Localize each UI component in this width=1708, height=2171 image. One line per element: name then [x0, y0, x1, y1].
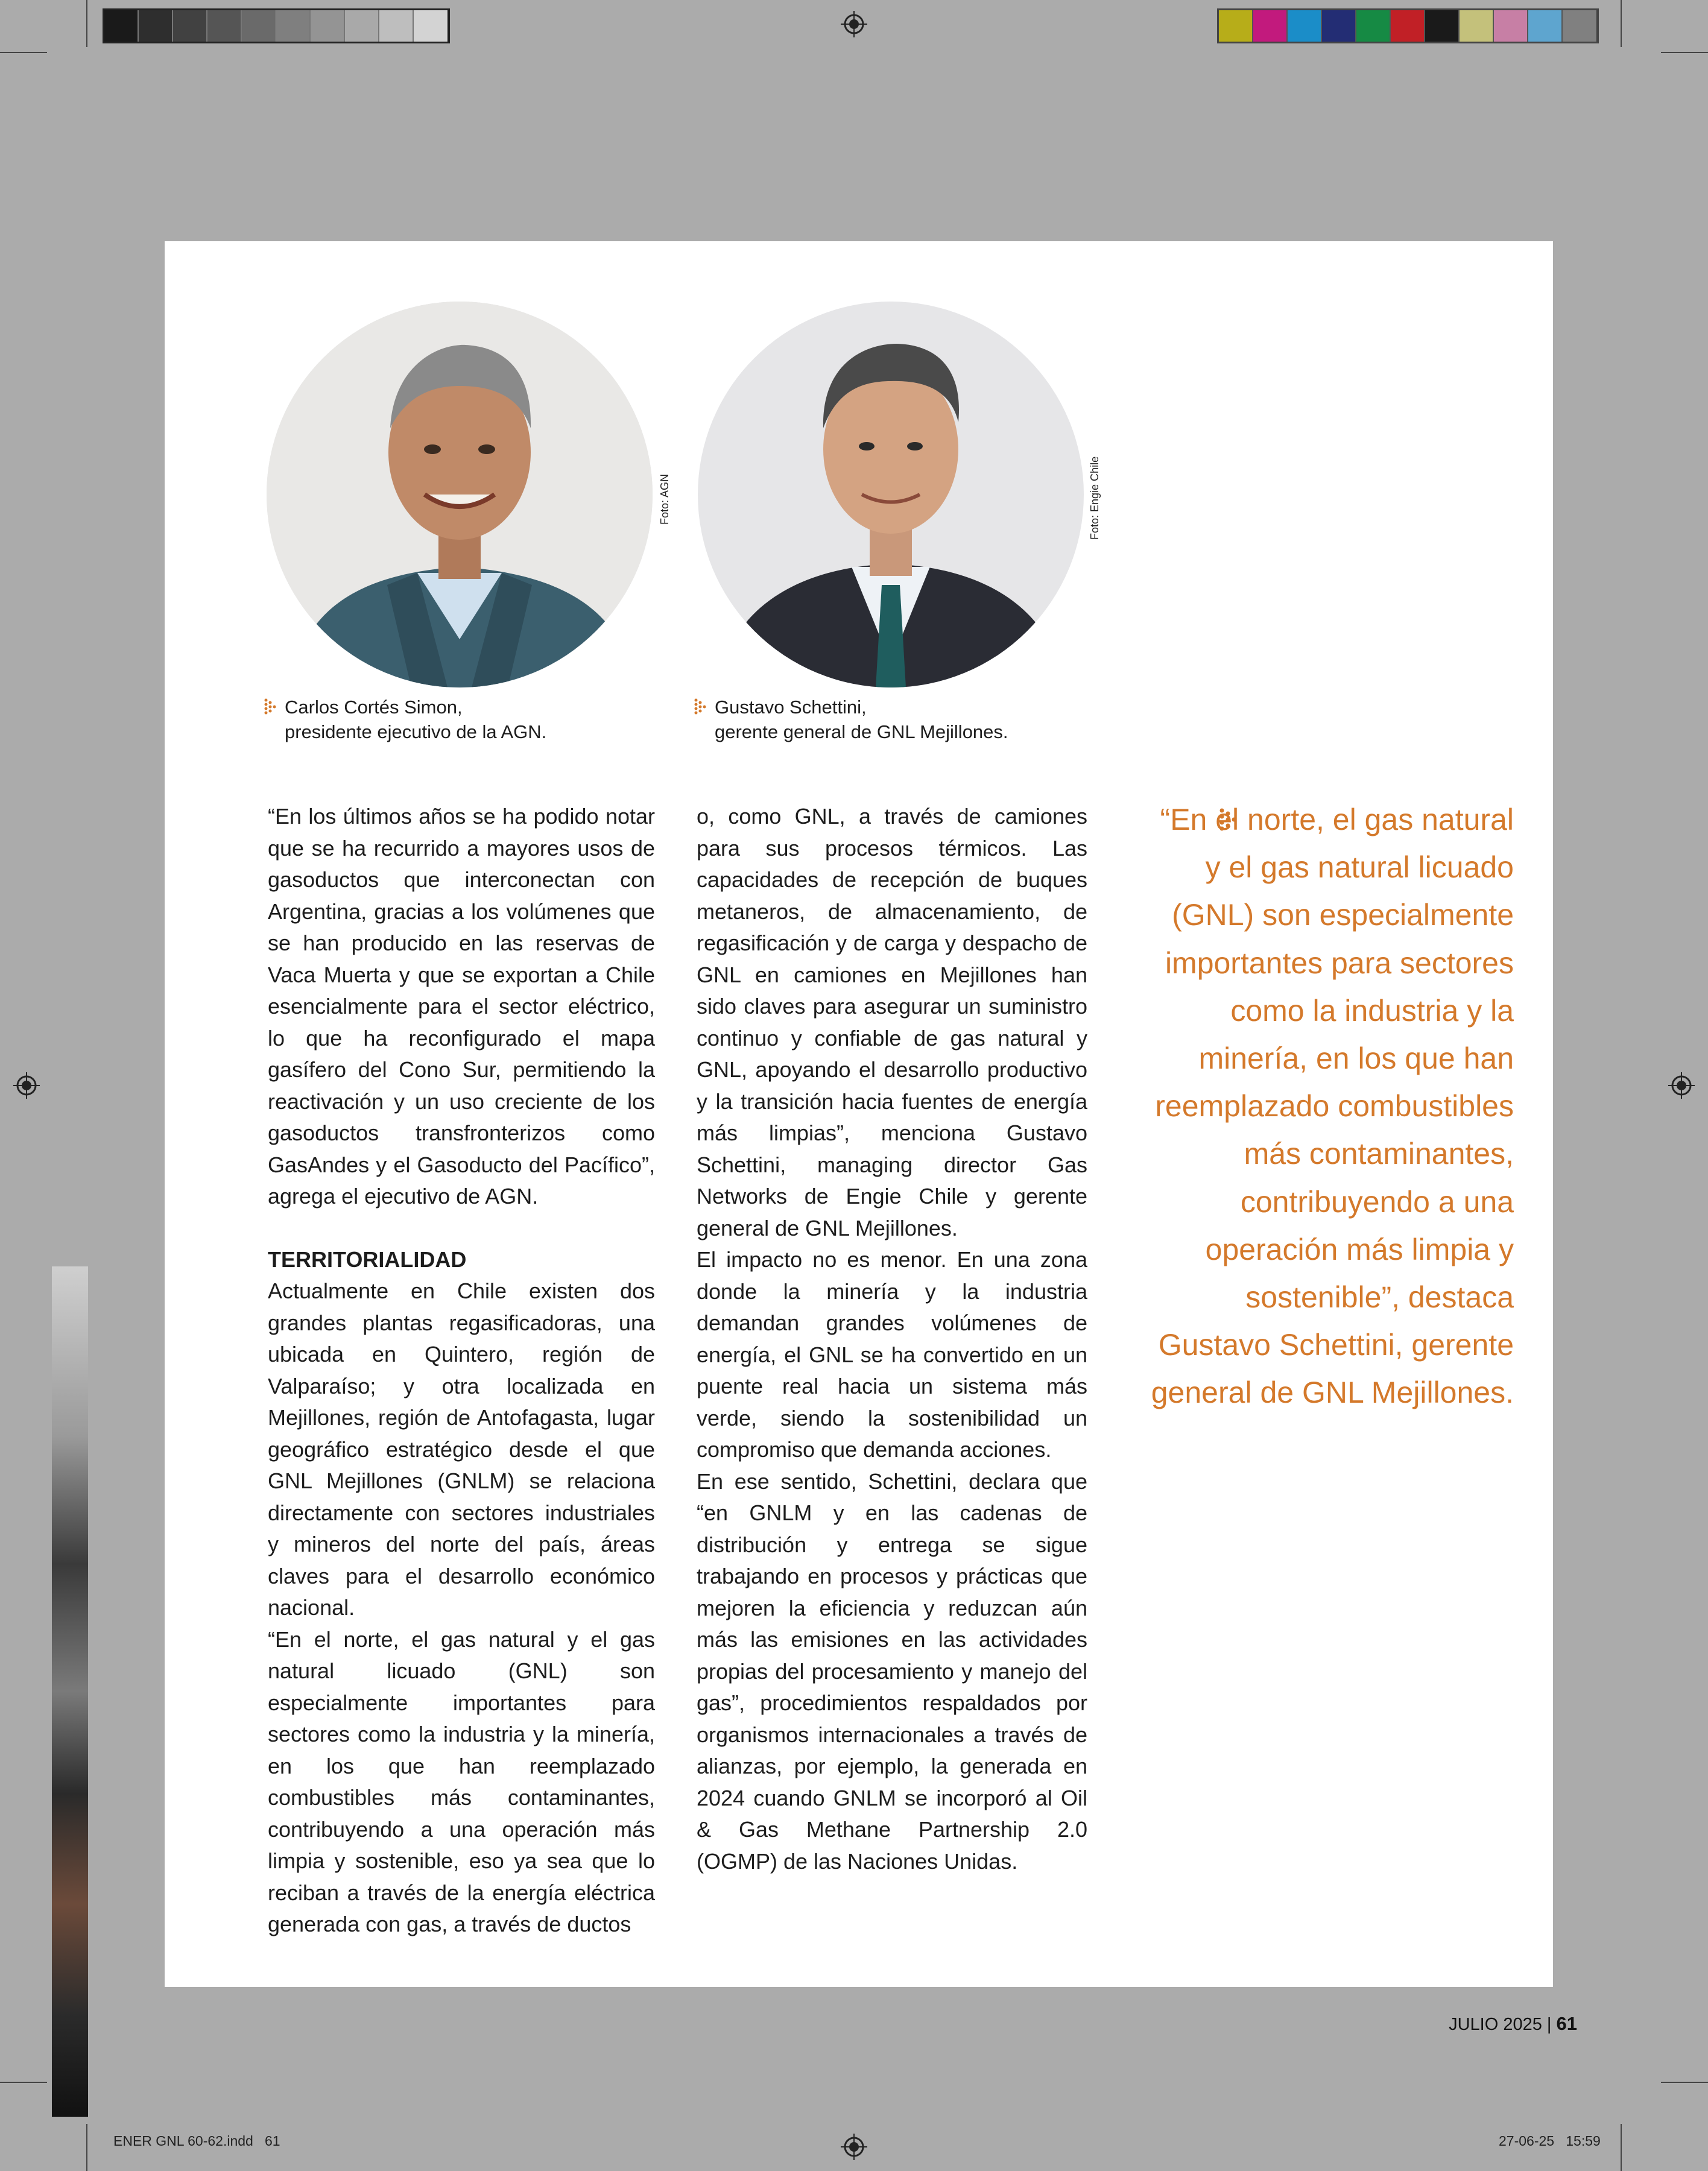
registration-mark-icon [1668, 1072, 1695, 1099]
color-patch [1322, 10, 1356, 42]
bleed-photo-strip [52, 1266, 88, 2117]
paragraph: “En los últimos años se ha podido notar que se ha recurrido a mayores usos de gasoductos que interconectan con Argentina, gracias a los volúmenes que se han producido en las reservas de Vaca Muerta y que se exportan a Chile esencialmente para el sector eléctrico, lo que ha reconfigurado el mapa gasífero del Cono Sur, permitiendo la reactivación y un uso creciente de los gasoductos transfronterizos como GasAndes y el Gasoducto del Pacífico”, agrega el ejecutivo de AGN. [268, 804, 655, 1209]
gray-patch [345, 10, 379, 42]
page-folio [1449, 2013, 1577, 2035]
registration-mark-icon [841, 2134, 867, 2160]
caption-role: presidente ejecutivo de la AGN. [285, 721, 547, 742]
gray-patch [379, 10, 414, 42]
crop-mark [0, 2082, 47, 2083]
paragraph: El impacto no es menor. En una zona donde la minería y la industria demandan grandes volúmenes de energía, el GNL se ha convertido en un puente real hacia un sistema más verde, siendo la sostenibilidad un compromiso que demanda acciones. [697, 1247, 1087, 1462]
color-patch [1356, 10, 1391, 42]
registration-mark-icon [13, 1072, 40, 1099]
folio-separator: | [1546, 2015, 1552, 2034]
color-patch [1253, 10, 1288, 42]
photo-credit-2: Foto: Engie Chile [1089, 456, 1101, 540]
gray-patch [104, 10, 139, 42]
color-patch [1391, 10, 1425, 42]
indd-slug: ENER GNL 60-62.indd 61 [113, 2133, 280, 2149]
portrait-photo-gustavo [698, 302, 1084, 687]
gray-patch [414, 10, 448, 42]
crop-mark [1661, 52, 1708, 53]
crop-mark [86, 2124, 87, 2171]
photo-credit-1: Foto: AGN [659, 473, 671, 525]
photo-caption-2 [715, 695, 1008, 744]
caption-name: Carlos Cortés Simon, [285, 697, 463, 718]
color-patch [1494, 10, 1528, 42]
print-timestamp: 27-06-25 15:59 [1499, 2133, 1601, 2149]
color-patch [1425, 10, 1460, 42]
color-patch [1460, 10, 1494, 42]
folio-month: JULIO 2025 [1449, 2015, 1542, 2034]
portrait-photo-carlos [267, 302, 653, 687]
grayscale-calibration-strip [103, 8, 450, 43]
crop-mark [0, 52, 47, 53]
gray-patch [276, 10, 311, 42]
gray-patch [139, 10, 173, 42]
pull-quote: “En el norte, el gas natural y el gas natural licuado (GNL) son especialmente importantes para sectores como la industria y la minería, en los que han reemplazado combustibles más contaminantes, contribuyendo a una operación más limpia y sostenible”, destaca Gustavo Schettini, gerente general de GNL Mejillones. [1151, 803, 1514, 1410]
page-number: 61 [1556, 2013, 1577, 2034]
color-patch [1288, 10, 1322, 42]
paragraph: Actualmente en Chile existen dos grandes plantas regasificadoras, una ubicada en Quintero, región de Valparaíso; y otra localizada en Mejillones, región de Antofagasta, lugar geográfico estratégico desde el que GNL Mejillones (GNLM) se relaciona directamente con sectores industriales y mineros del norte del país, áreas claves para el desarrollo económico nacional. [268, 1278, 655, 1620]
article-column-1 [268, 801, 655, 1941]
gray-patch [242, 10, 276, 42]
color-patch [1219, 10, 1253, 42]
color-calibration-strip [1217, 8, 1599, 43]
paragraph: “En el norte, el gas natural y el gas natural licuado (GNL) son especialmente importantes para sectores como la industria y la minería, en los que han reemplazado combustibles más contaminantes, contribuyendo a una operación más limpia y sostenible, eso ya sea que lo reciban a través de la energía eléctrica generada con gas, a través de ductos [268, 1626, 655, 1936]
gray-patch [311, 10, 345, 42]
color-patch [1528, 10, 1563, 42]
gray-patch [207, 10, 242, 42]
section-heading: TERRITORIALIDAD [268, 1247, 467, 1272]
crop-mark [1621, 2124, 1622, 2171]
gray-patch [173, 10, 207, 42]
crop-mark [1661, 2082, 1708, 2083]
color-patch [1563, 10, 1597, 42]
photo-caption-1 [285, 695, 546, 744]
article-column-2 [697, 801, 1087, 1877]
dotted-arrow-bullet-icon [264, 698, 277, 716]
paragraph: En ese sentido, Schettini, declara que “en GNLM y en las cadenas de distribución y entrega se sigue trabajando en procesos y prácticas que mejoren la eficiencia y reduzcan aún más las emisiones en las actividades propias del procesamiento y manejo del gas”, procedimientos respaldados por organismos internacionales a través de alianzas, por ejemplo, la generada en 2024 cuando GNLM se incorporó al Oil & Gas Methane Partnership 2.0 (OGMP) de las Naciones Unidas. [697, 1468, 1087, 1874]
paragraph: o, como GNL, a través de camiones para sus procesos térmicos. Las capacidades de recepción de buques metaneros, de almacenamiento, de regasificación y de carga y despacho de GNL en camiones en Mejillones han sido claves para asegurar un suministro continuo y confiable de gas natural y GNL, apoyando el desarrollo productivo y la transición hacia fuentes de energía más limpias”, menciona Gustavo Schettini, managing director Gas Networks de Engie Chile y gerente general de GNL Mejillones. [697, 804, 1087, 1240]
crop-mark [1621, 0, 1622, 47]
dotted-arrow-bullet-icon [694, 698, 707, 716]
caption-role: gerente general de GNL Mejillones. [715, 721, 1008, 742]
crop-mark [86, 0, 87, 47]
caption-name: Gustavo Schettini, [715, 697, 867, 718]
registration-mark-icon [841, 11, 867, 37]
